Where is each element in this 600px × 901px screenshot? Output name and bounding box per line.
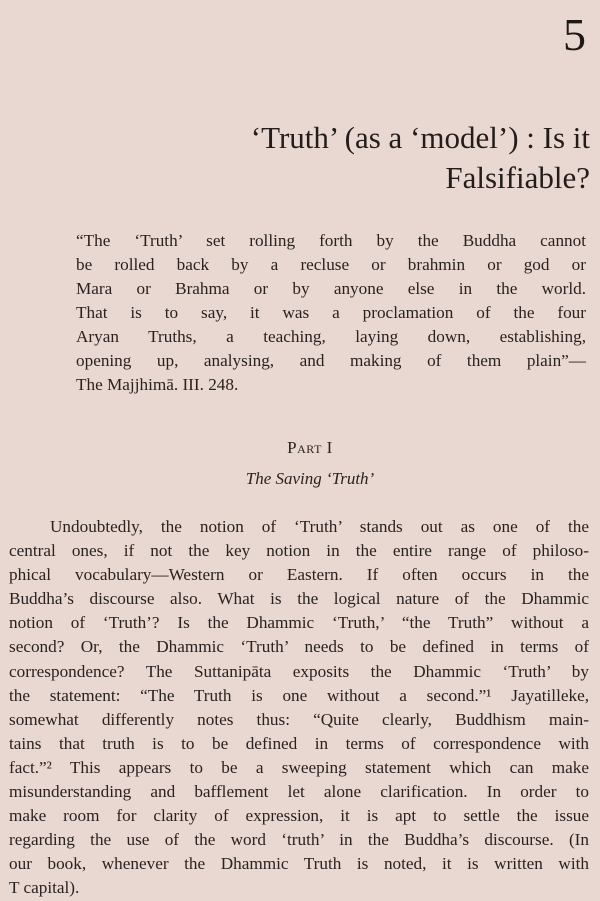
- body-line: make room for clarity of expression, it is apt to settle the issue: [9, 806, 589, 826]
- epigraph-line: “The ‘Truth’ set rolling forth by the Buddha cannot: [76, 231, 586, 250]
- body-line: T capital).: [9, 878, 80, 898]
- body-line: our book, whenever the Dhammic Truth is noted, it is written with: [9, 854, 589, 874]
- body-line: fact.”² This appears to be a sweeping statement which can make: [9, 757, 589, 777]
- epigraph-line: Mara or Brahma or by anyone else in the world.: [76, 279, 586, 298]
- body-line: tains that truth is to be defined in terms of correspondence with: [9, 733, 589, 753]
- body-line: the statement: “The Truth is one without a second.”¹ Jayatilleke,: [9, 685, 589, 705]
- body-line: phical vocabulary—Western or Eastern. If often occurs in the: [9, 565, 589, 585]
- epigraph: [76, 229, 586, 397]
- epigraph-source: The Majjhimā. III. 248.: [76, 375, 239, 394]
- chapter-number: 5: [563, 9, 586, 60]
- body-line: correspondence? The Suttanipāta exposits the Dhammic ‘Truth’ by: [9, 661, 589, 681]
- body-line: notion of ‘Truth’? Is the Dhammic ‘Truth,’ “the Truth” without a: [9, 613, 589, 633]
- body-line: somewhat differently notes thus: “Quite clearly, Buddhism main-: [9, 709, 589, 729]
- epigraph-line: That is to say, it was a proclamation of the four: [76, 303, 586, 322]
- part-heading: Part I: [287, 438, 333, 457]
- chapter-title-line: ‘Truth’ (as a ‘model’) : Is it: [250, 120, 590, 155]
- body-line: second? Or, the Dhammic ‘Truth’ needs to be defined in terms of: [9, 637, 589, 657]
- epigraph-line: be rolled back by a recluse or brahmin or god or: [76, 255, 586, 274]
- epigraph-line: Aryan Truths, a teaching, laying down, establishing,: [76, 327, 586, 346]
- body-line: Buddha’s discourse also. What is the logical nature of the Dhammic: [9, 589, 589, 609]
- body-line: misunderstanding and bafflement let alone clarification. In order to: [9, 782, 589, 802]
- epigraph-line: opening up, analysing, and making of them plain”—: [76, 351, 586, 370]
- body-paragraph: [9, 515, 589, 901]
- body-line: regarding the use of the word ‘truth’ in the Buddha’s discourse. (In: [9, 830, 589, 850]
- chapter-title-line: Falsifiable?: [445, 160, 590, 195]
- chapter-title: [251, 118, 590, 198]
- body-line: central ones, if not the key notion in the entire range of philoso-: [9, 541, 589, 561]
- body-line: Undoubtedly, the notion of ‘Truth’ stands out as one of the: [50, 517, 589, 536]
- section-title: The Saving ‘Truth’: [245, 469, 375, 488]
